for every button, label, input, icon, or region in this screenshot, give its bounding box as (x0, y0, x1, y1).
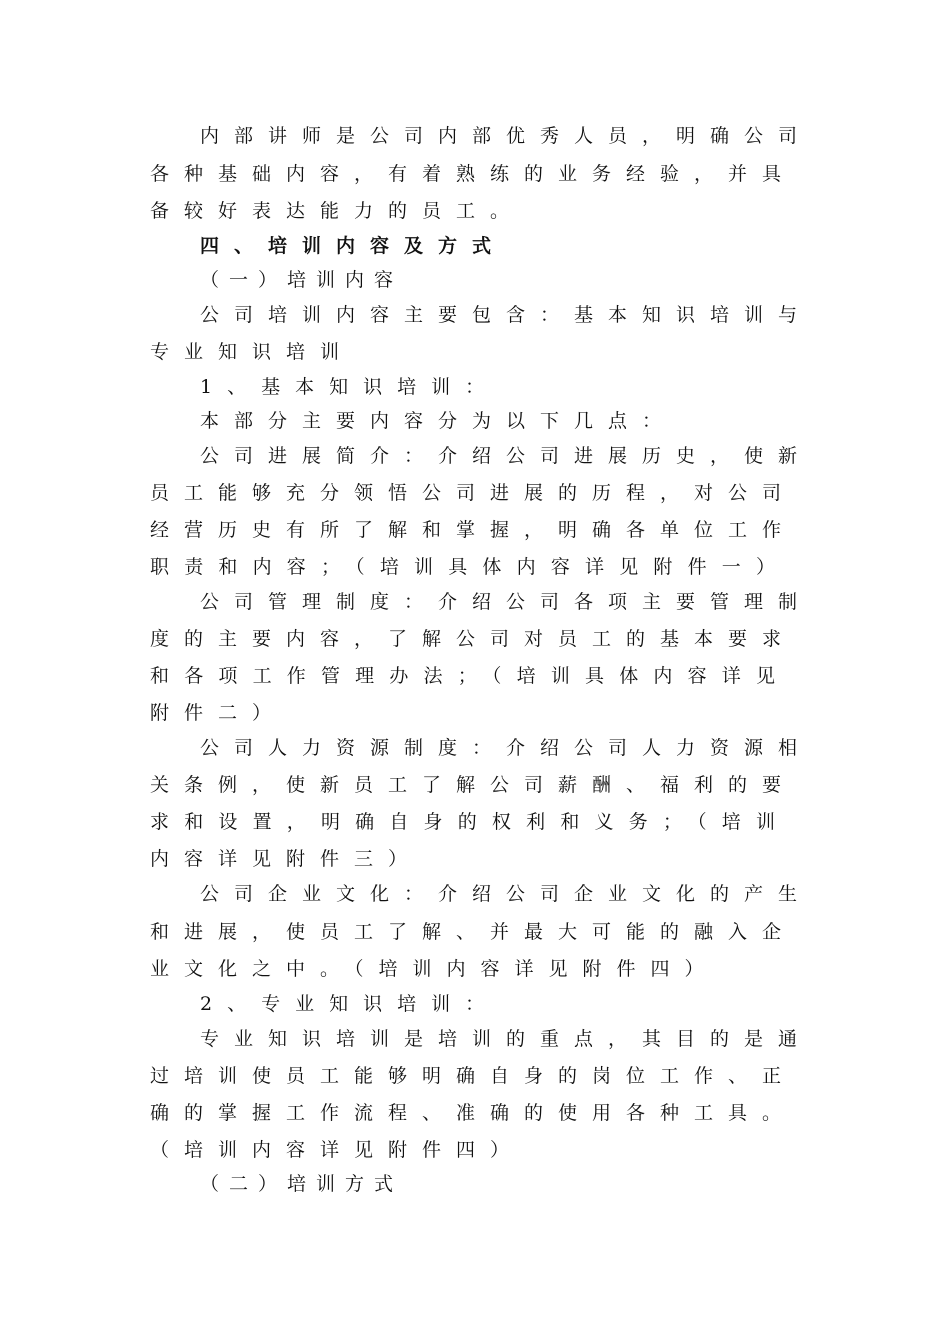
paragraph-line: 本部分主要内容分为以下几点： (200, 410, 677, 432)
paragraph-line: 专业知识培训 (150, 341, 355, 363)
paragraph-line: 和进展，使员工了解、并最大可能的融入企 (150, 921, 797, 943)
paragraph-line: 关条例，使新员工了解公司薪酬、福利的要 (150, 774, 797, 796)
paragraph-line: 公司管理制度：介绍公司各项主要管理制 (200, 591, 813, 613)
subsection-heading: （一）培训内容 (200, 269, 404, 291)
paragraph-line: 内容详见附件三） (150, 848, 423, 870)
paragraph-line: 公司人力资源制度：介绍公司人力资源相 (200, 737, 813, 759)
paragraph-line: 和各项工作管理办法；（培训具体内容详见 (150, 665, 790, 687)
item-heading: 1、基本知识培训： (200, 376, 500, 398)
section-heading: 四、培训内容及方式 (200, 235, 507, 257)
paragraph-line: 过培训使员工能够明确自身的岗位工作、正 (150, 1065, 797, 1087)
paragraph-line: 附件二） (150, 702, 287, 724)
paragraph-line: 内部讲师是公司内部优秀人员，明确公司 (200, 125, 813, 147)
paragraph-line: 公司企业文化：介绍公司企业文化的产生 (200, 883, 813, 905)
paragraph-line: 经营历史有所了解和掌握，明确各单位工作 (150, 519, 797, 541)
paragraph-line: 职责和内容；（培训具体内容详见附件一） (150, 556, 790, 578)
subsection-heading: （二）培训方式 (200, 1173, 404, 1195)
paragraph-line: 度的主要内容，了解公司对员工的基本要求 (150, 628, 797, 650)
item-heading: 2、专业知识培训： (200, 993, 500, 1015)
paragraph-line: 公司培训内容主要包含：基本知识培训与 (200, 304, 813, 326)
paragraph-line: 员工能够充分领悟公司进展的历程，对公司 (150, 482, 797, 504)
paragraph-line: 业文化之中。（培训内容详见附件四） (150, 958, 719, 980)
paragraph-line: （培训内容详见附件四） (150, 1139, 525, 1161)
paragraph-line: 各种基础内容，有着熟练的业务经验，并具 (150, 163, 797, 185)
paragraph-line: 求和设置，明确自身的权利和义务；（培训 (150, 811, 790, 833)
paragraph-line: 确的掌握工作流程、准确的使用各种工具。 (150, 1102, 797, 1124)
paragraph-line: 备较好表达能力的员工。 (150, 200, 525, 222)
paragraph-line: 公司进展简介：介绍公司进展历史，使新 (200, 445, 813, 467)
paragraph-line: 专业知识培训是培训的重点，其目的是通 (200, 1028, 813, 1050)
